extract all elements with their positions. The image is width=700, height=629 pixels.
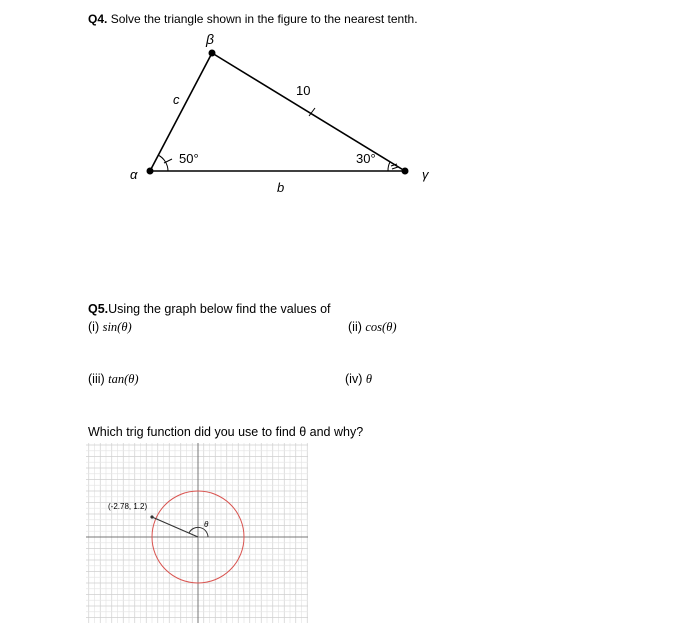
part-ii-label: (ii) xyxy=(348,320,362,334)
q5-part-ii xyxy=(348,320,397,335)
q5-number: Q5. xyxy=(88,302,109,316)
part-i-label: (i) xyxy=(88,320,100,334)
side-a-label: 10 xyxy=(296,83,311,98)
point-label: (-2.78, 1.2) xyxy=(108,502,148,511)
vertex-alpha-label: α xyxy=(130,167,138,182)
part-ii-expr: cos(θ) xyxy=(365,320,397,334)
part-i-expr: sin(θ) xyxy=(102,320,132,334)
q4-text: Solve the triangle shown in the figure to the nearest tenth. xyxy=(110,12,418,26)
q4-number: Q4. xyxy=(88,12,108,26)
angle-gamma-arc xyxy=(388,162,390,171)
unit-circle-graph xyxy=(86,443,308,623)
side-a-line xyxy=(212,53,405,171)
terminal-point-dot xyxy=(150,515,153,518)
vertex-beta-label: β xyxy=(206,31,214,47)
angle-gamma-tick-2 xyxy=(392,167,398,169)
angle-gamma-label: 30° xyxy=(356,151,376,166)
side-c-label: c xyxy=(173,92,180,107)
side-b-label: b xyxy=(277,180,285,195)
vertex-beta-dot xyxy=(209,50,216,57)
q5-followup: Which trig function did you use to find θ and why? xyxy=(88,425,364,439)
part-iii-label: (iii) xyxy=(88,372,105,386)
part-iv-expr: θ xyxy=(365,372,372,386)
q5-part-iv xyxy=(345,372,372,387)
angle-alpha-label: 50° xyxy=(179,151,199,166)
vertex-gamma-dot xyxy=(402,168,409,175)
part-iv-label: (iv) xyxy=(345,372,363,386)
vertex-alpha-dot xyxy=(147,168,154,175)
q5-text: Using the graph below find the values of xyxy=(108,302,331,316)
part-iii-expr: tan(θ) xyxy=(108,372,139,386)
angle-alpha-arc xyxy=(158,155,168,171)
q5-part-iii xyxy=(88,372,139,387)
q5-question xyxy=(88,302,331,316)
q5-part-i xyxy=(88,320,132,335)
theta-label: θ xyxy=(204,520,209,529)
graph-grid xyxy=(86,443,308,623)
triangle-figure xyxy=(0,0,700,300)
vertex-gamma-label: γ xyxy=(422,167,429,182)
